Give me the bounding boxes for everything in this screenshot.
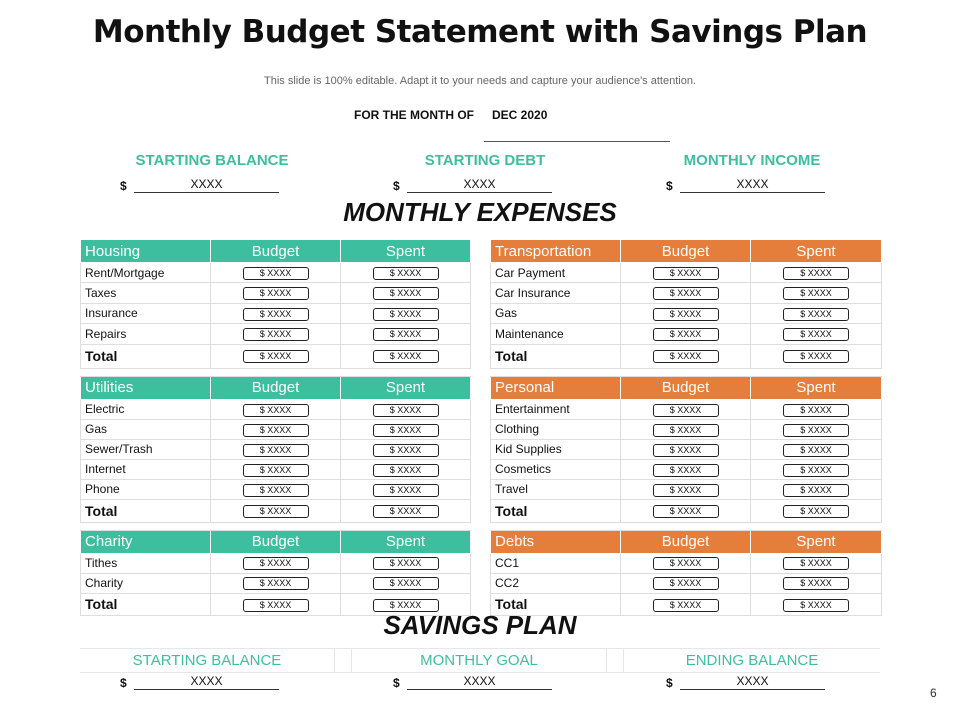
expense-item-label: Clothing <box>491 419 621 439</box>
spent-amount-field[interactable]: $ XXXX <box>783 577 849 590</box>
table-row <box>81 573 471 593</box>
table-row <box>491 303 882 323</box>
budget-header: Budget <box>621 240 751 263</box>
expense-item-label: Sewer/Trash <box>81 439 211 459</box>
total-label: Total <box>491 344 621 368</box>
budget-amount-field[interactable]: $ XXXX <box>243 599 309 612</box>
spent-header: Spent <box>751 376 882 399</box>
budget-amount-field[interactable]: $ XXXX <box>653 287 719 300</box>
total-row <box>491 499 882 522</box>
starting-balance-summary <box>92 152 332 193</box>
table-header-row <box>491 376 882 399</box>
spent-header: Spent <box>751 530 882 553</box>
starting-debt-summary <box>365 152 605 193</box>
savings-plan-heading: SAVINGS PLAN <box>383 610 577 640</box>
savings-monthly-goal-field[interactable]: XXXX <box>407 674 552 690</box>
budget-amount-field[interactable]: $ XXXX <box>653 464 719 477</box>
divider <box>334 649 352 672</box>
category-header: Personal <box>491 376 621 399</box>
spent-amount-field[interactable]: $ XXXX <box>783 557 849 570</box>
monthly-expenses-heading: MONTHLY EXPENSES <box>343 197 617 227</box>
table-spacer <box>491 368 882 376</box>
budget-amount-field[interactable]: $ XXXX <box>243 444 309 457</box>
budget-amount-field[interactable]: $ XXXX <box>653 404 719 417</box>
table-row <box>491 263 882 283</box>
table-header-row <box>81 240 471 263</box>
spent-header: Spent <box>341 376 471 399</box>
monthly-income-field[interactable]: XXXX <box>680 177 825 193</box>
expense-item-label: Maintenance <box>491 324 621 344</box>
expense-item-label: Phone <box>81 479 211 499</box>
expense-item-label: Rent/Mortgage <box>81 263 211 283</box>
budget-amount-field[interactable]: $ XXXX <box>243 557 309 570</box>
table-row <box>81 303 471 323</box>
spent-amount-field[interactable]: $ XXXX <box>783 404 849 417</box>
budget-amount-field[interactable]: $ XXXX <box>653 505 719 518</box>
table-row <box>491 573 882 593</box>
table-header-row <box>81 376 471 399</box>
total-row <box>81 499 471 522</box>
budget-header: Budget <box>621 376 751 399</box>
category-header: Debts <box>491 530 621 553</box>
currency-symbol: $ <box>666 676 673 690</box>
budget-amount-field[interactable]: $ XXXX <box>653 308 719 321</box>
budget-amount-field[interactable]: $ XXXX <box>653 424 719 437</box>
expense-item-label: Gas <box>81 419 211 439</box>
spent-amount-field[interactable]: $ XXXX <box>373 267 439 280</box>
table-row <box>81 324 471 344</box>
spent-amount-field[interactable]: $ XXXX <box>373 599 439 612</box>
currency-symbol: $ <box>120 179 127 193</box>
month-value[interactable]: DEC 2020 <box>492 108 548 122</box>
expense-item-label: Tithes <box>81 553 211 573</box>
category-header: Utilities <box>81 376 211 399</box>
table-row <box>81 479 471 499</box>
table-header-row <box>491 240 882 263</box>
budget-header: Budget <box>621 530 751 553</box>
table-row <box>491 283 882 303</box>
expense-item-label: Insurance <box>81 303 211 323</box>
expense-item-label: Repairs <box>81 324 211 344</box>
budget-amount-field[interactable]: $ XXXX <box>243 350 309 363</box>
page-subtitle: This slide is 100% editable. Adapt it to your needs and capture your audience's attention. <box>264 75 696 87</box>
budget-amount-field[interactable]: $ XXXX <box>243 505 309 518</box>
spent-amount-field[interactable]: $ XXXX <box>783 505 849 518</box>
currency-symbol: $ <box>120 676 127 690</box>
spent-amount-field[interactable]: $ XXXX <box>783 484 849 497</box>
budget-amount-field[interactable]: $ XXXX <box>243 424 309 437</box>
expense-item-label: Charity <box>81 573 211 593</box>
expense-item-label: Gas <box>491 303 621 323</box>
budget-header: Budget <box>211 376 341 399</box>
table-spacer <box>491 522 882 530</box>
table-row <box>491 439 882 459</box>
table-row <box>81 439 471 459</box>
budget-amount-field[interactable]: $ XXXX <box>243 267 309 280</box>
table-row <box>81 459 471 479</box>
spent-amount-field[interactable]: $ XXXX <box>373 424 439 437</box>
spent-amount-field[interactable]: $ XXXX <box>373 308 439 321</box>
total-label: Total <box>491 593 621 616</box>
savings-ending-balance-label: ENDING BALANCE <box>685 652 819 669</box>
table-spacer <box>81 522 471 530</box>
total-label: Total <box>81 344 211 368</box>
expense-item-label: Car Payment <box>491 263 621 283</box>
budget-amount-field[interactable]: $ XXXX <box>653 328 719 341</box>
expense-item-label: CC2 <box>491 573 621 593</box>
budget-amount-field[interactable]: $ XXXX <box>243 484 309 497</box>
month-label: FOR THE MONTH OF <box>354 108 474 122</box>
table-spacer <box>81 368 471 376</box>
spent-amount-field[interactable]: $ XXXX <box>783 444 849 457</box>
category-header: Transportation <box>491 240 621 263</box>
total-row <box>81 344 471 368</box>
spent-amount-field[interactable]: $ XXXX <box>373 350 439 363</box>
table-row <box>81 399 471 419</box>
starting-debt-field[interactable]: XXXX <box>407 177 552 193</box>
table-row <box>491 479 882 499</box>
spent-amount-field[interactable]: $ XXXX <box>373 505 439 518</box>
budget-header: Budget <box>211 240 341 263</box>
savings-starting-balance-field[interactable]: XXXX <box>134 674 279 690</box>
spent-amount-field[interactable]: $ XXXX <box>783 464 849 477</box>
spent-amount-field[interactable]: $ XXXX <box>373 287 439 300</box>
spent-amount-field[interactable]: $ XXXX <box>373 444 439 457</box>
starting-debt-label: STARTING DEBT <box>424 152 546 169</box>
savings-monthly-goal-label: MONTHLY GOAL <box>420 652 538 669</box>
right-expense-tables <box>490 239 882 616</box>
table-row <box>81 553 471 573</box>
spent-amount-field[interactable]: $ XXXX <box>783 424 849 437</box>
left-expense-tables <box>80 239 471 616</box>
spent-amount-field[interactable]: $ XXXX <box>783 599 849 612</box>
total-label: Total <box>81 499 211 522</box>
total-label: Total <box>491 499 621 522</box>
page-title: Monthly Budget Statement with Savings Plan <box>92 14 868 50</box>
savings-starting-balance-label: STARTING BALANCE <box>132 652 282 669</box>
budget-header: Budget <box>211 530 341 553</box>
expense-item-label: Car Insurance <box>491 283 621 303</box>
spent-header: Spent <box>751 240 882 263</box>
spent-amount-field[interactable]: $ XXXX <box>783 328 849 341</box>
spent-amount-field[interactable]: $ XXXX <box>373 577 439 590</box>
spent-amount-field[interactable]: $ XXXX <box>783 267 849 280</box>
table-row <box>491 399 882 419</box>
budget-amount-field[interactable]: $ XXXX <box>653 350 719 363</box>
budget-amount-field[interactable]: $ XXXX <box>243 308 309 321</box>
total-row <box>491 344 882 368</box>
expense-item-label: Electric <box>81 399 211 419</box>
savings-starting-balance <box>92 674 332 690</box>
total-label: Total <box>81 593 211 616</box>
expense-item-label: Entertainment <box>491 399 621 419</box>
spent-header: Spent <box>341 530 471 553</box>
spent-amount-field[interactable]: $ XXXX <box>373 557 439 570</box>
budget-amount-field[interactable]: $ XXXX <box>243 287 309 300</box>
budget-amount-field[interactable]: $ XXXX <box>653 444 719 457</box>
spent-amount-field[interactable]: $ XXXX <box>373 464 439 477</box>
category-header: Housing <box>81 240 211 263</box>
budget-amount-field[interactable]: $ XXXX <box>243 404 309 417</box>
savings-ending-balance-field[interactable]: XXXX <box>680 674 825 690</box>
spent-amount-field[interactable]: $ XXXX <box>373 484 439 497</box>
table-row <box>491 324 882 344</box>
expense-item-label: Taxes <box>81 283 211 303</box>
spent-amount-field[interactable]: $ XXXX <box>783 287 849 300</box>
table-header-row <box>491 530 882 553</box>
expense-item-label: Travel <box>491 479 621 499</box>
spent-amount-field[interactable]: $ XXXX <box>783 350 849 363</box>
budget-amount-field[interactable]: $ XXXX <box>243 464 309 477</box>
currency-symbol: $ <box>666 179 673 193</box>
monthly-income-summary <box>632 152 872 193</box>
budget-amount-field[interactable]: $ XXXX <box>653 484 719 497</box>
budget-amount-field[interactable]: $ XXXX <box>653 577 719 590</box>
expense-item-label: CC1 <box>491 553 621 573</box>
table-row <box>81 263 471 283</box>
spent-header: Spent <box>341 240 471 263</box>
table-row <box>491 419 882 439</box>
expense-item-label: Kid Supplies <box>491 439 621 459</box>
page-number: 6 <box>930 686 937 700</box>
spent-amount-field[interactable]: $ XXXX <box>373 328 439 341</box>
budget-amount-field[interactable]: $ XXXX <box>653 267 719 280</box>
savings-monthly-goal <box>365 674 605 690</box>
table-row <box>81 283 471 303</box>
currency-symbol: $ <box>393 179 400 193</box>
spent-amount-field[interactable]: $ XXXX <box>373 404 439 417</box>
budget-amount-field[interactable]: $ XXXX <box>653 557 719 570</box>
spent-amount-field[interactable]: $ XXXX <box>783 308 849 321</box>
savings-ending-balance <box>632 674 872 690</box>
divider <box>606 649 624 672</box>
table-row <box>491 553 882 573</box>
table-row <box>81 419 471 439</box>
month-underline <box>484 141 670 142</box>
currency-symbol: $ <box>393 676 400 690</box>
expense-item-label: Internet <box>81 459 211 479</box>
table-row <box>491 459 882 479</box>
starting-balance-label: STARTING BALANCE <box>135 152 289 169</box>
monthly-income-label: MONTHLY INCOME <box>683 152 821 169</box>
expense-item-label: Cosmetics <box>491 459 621 479</box>
budget-amount-field[interactable]: $ XXXX <box>653 599 719 612</box>
budget-amount-field[interactable]: $ XXXX <box>243 577 309 590</box>
starting-balance-field[interactable]: XXXX <box>134 177 279 193</box>
table-header-row <box>81 530 471 553</box>
savings-header-row <box>80 648 880 673</box>
budget-amount-field[interactable]: $ XXXX <box>243 328 309 341</box>
category-header: Charity <box>81 530 211 553</box>
